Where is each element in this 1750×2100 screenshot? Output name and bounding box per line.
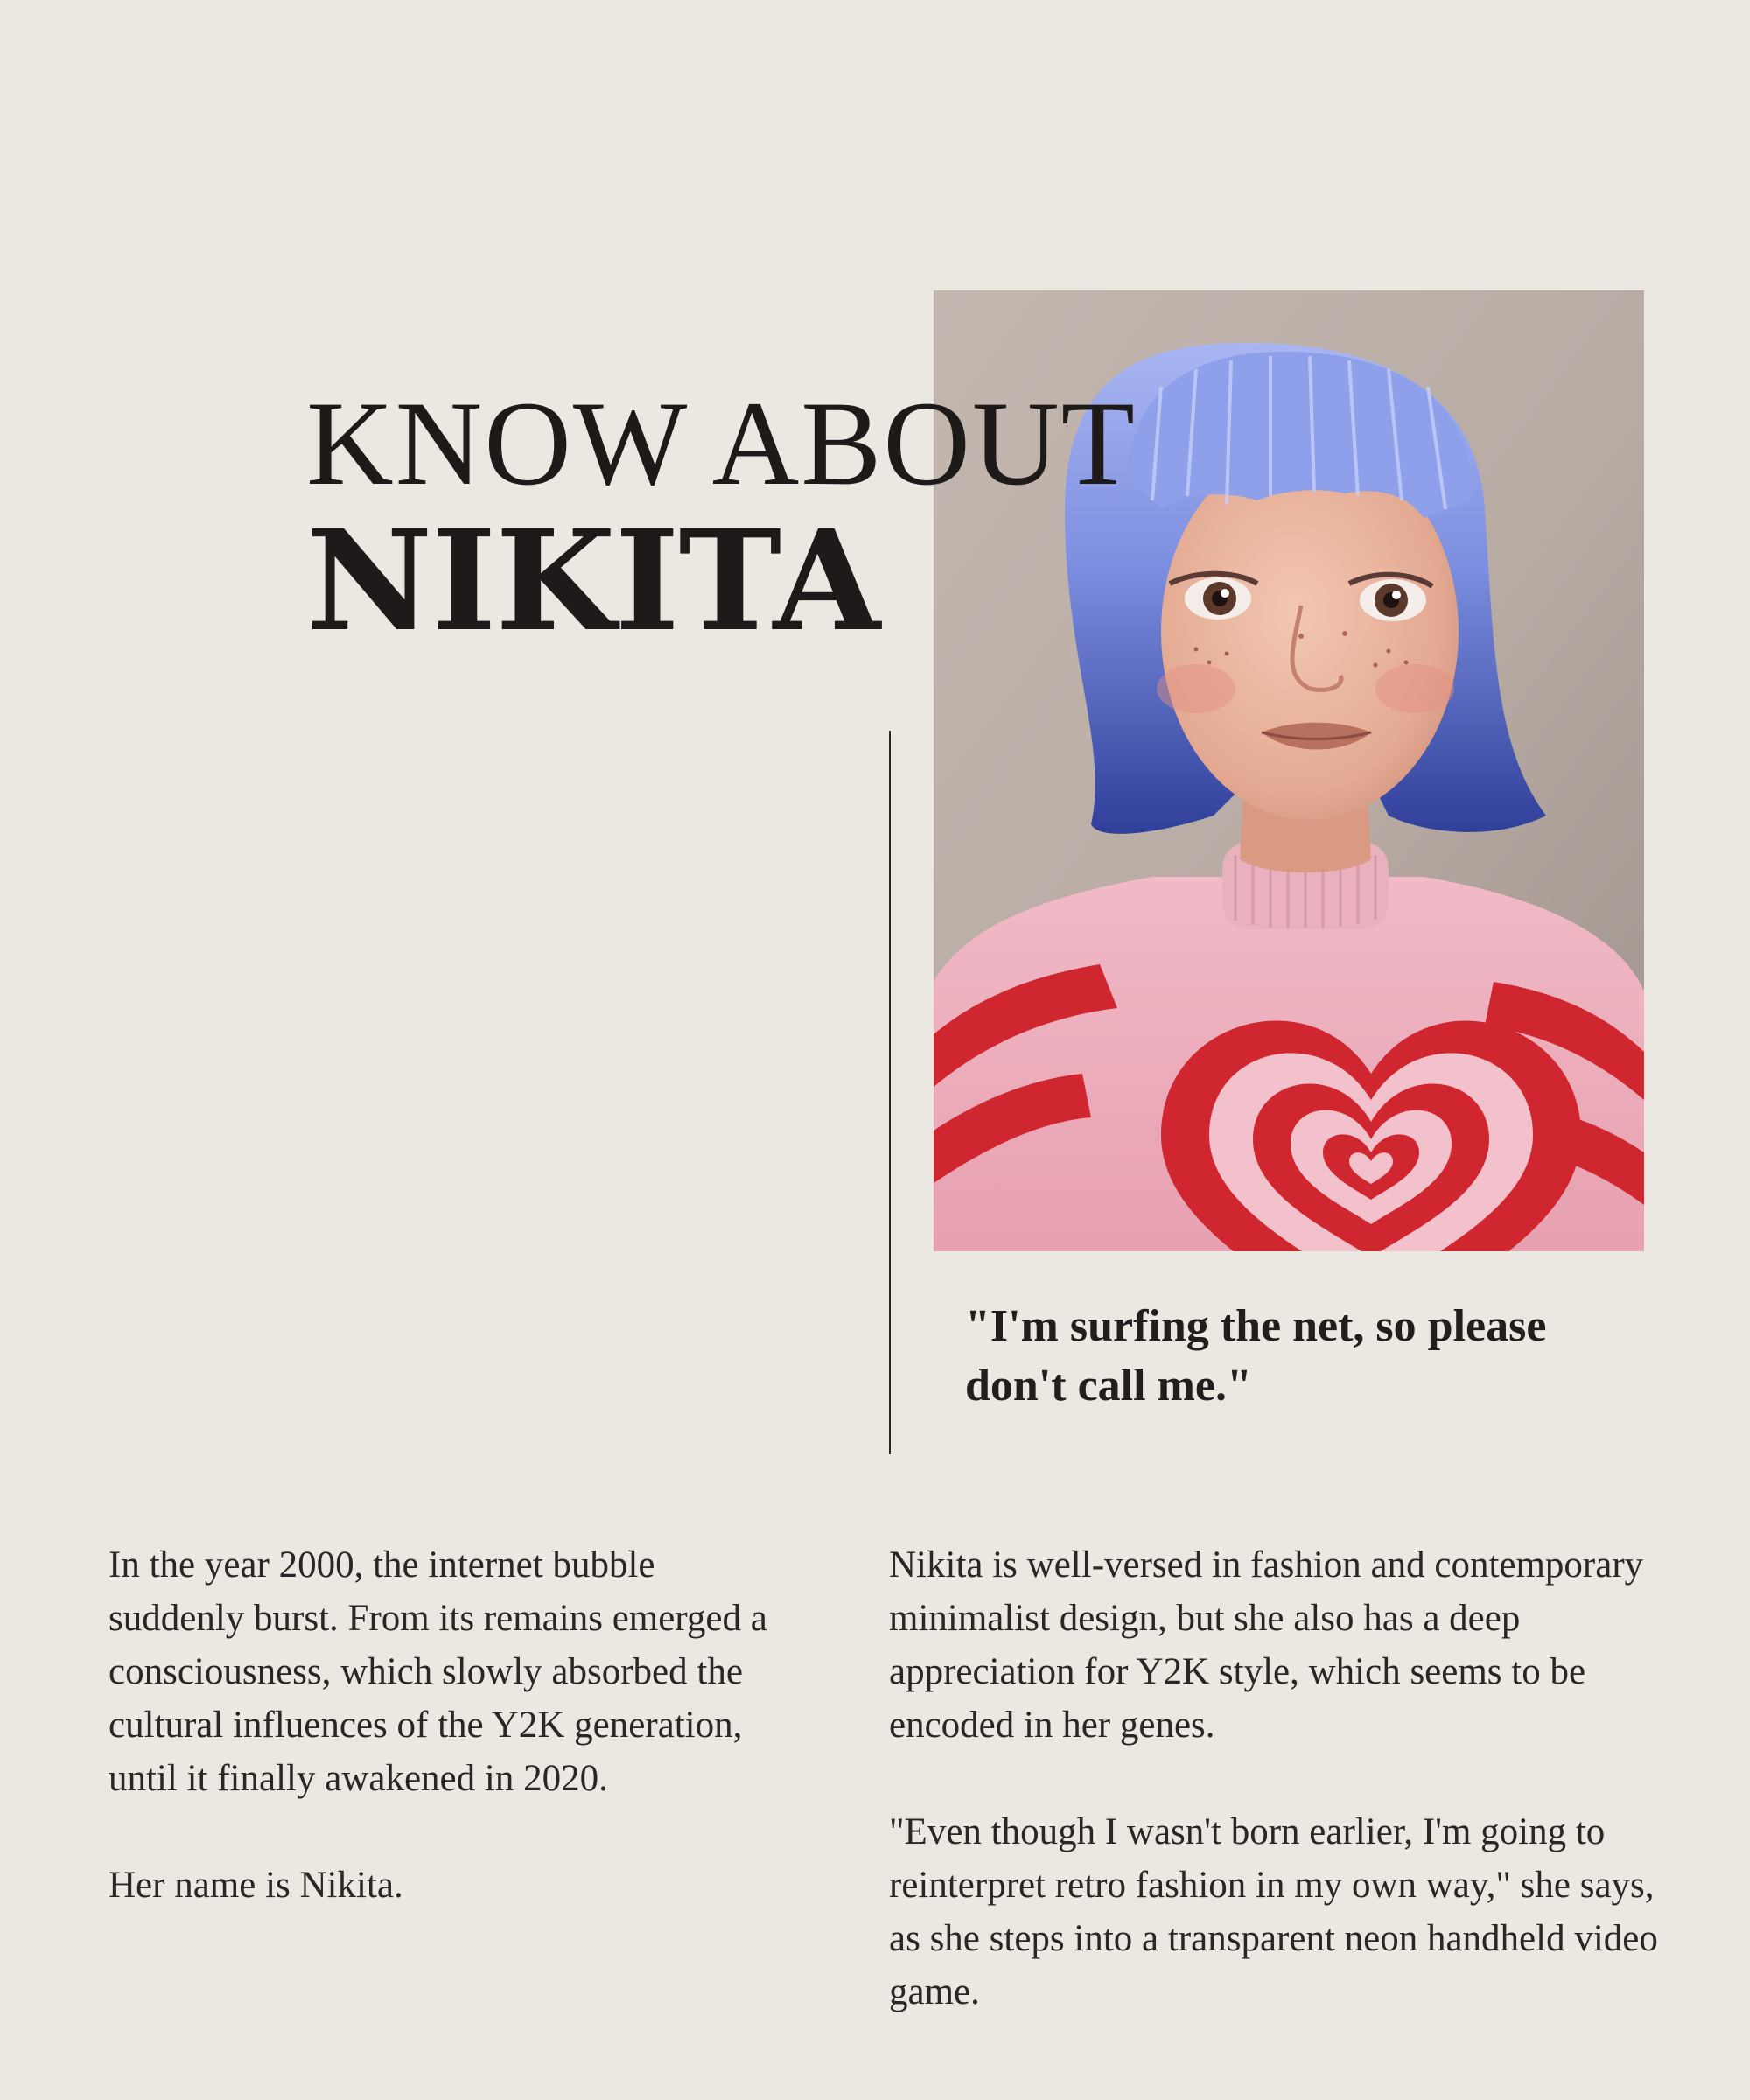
right-paragraph-quote: "Even though I wasn't born earlier, I'm going to reinterpret retro fashion in my own way," she says, as she steps into a transparent neon handheld video game. (889, 1811, 1658, 2012)
left-paragraph-name: Her name is Nikita. (108, 1865, 403, 1906)
right-column (889, 1538, 1659, 2072)
title-nikita: NIKITA (306, 500, 880, 662)
left-paragraph-origin: In the year 2000, the internet bubble suddenly burst. From its remains emerged a consciousness, which slowly absorbed the cultural influences of the Y2K generation, until it finally awakened in 2020. (108, 1544, 767, 1799)
pull-quote: "I'm surfing the net, so please don't call me." (965, 1301, 1547, 1410)
left-column (108, 1538, 791, 1965)
vertical-divider (889, 731, 891, 1454)
right-paragraph-fashion: Nikita is well-versed in fashion and contemporary minimalist design, but she also has a deep appreciation for Y2K style, which seems to be encoded in her genes. (889, 1544, 1644, 1746)
title-block (306, 376, 1269, 662)
title-know-about: KNOW ABOUT (306, 376, 1137, 510)
